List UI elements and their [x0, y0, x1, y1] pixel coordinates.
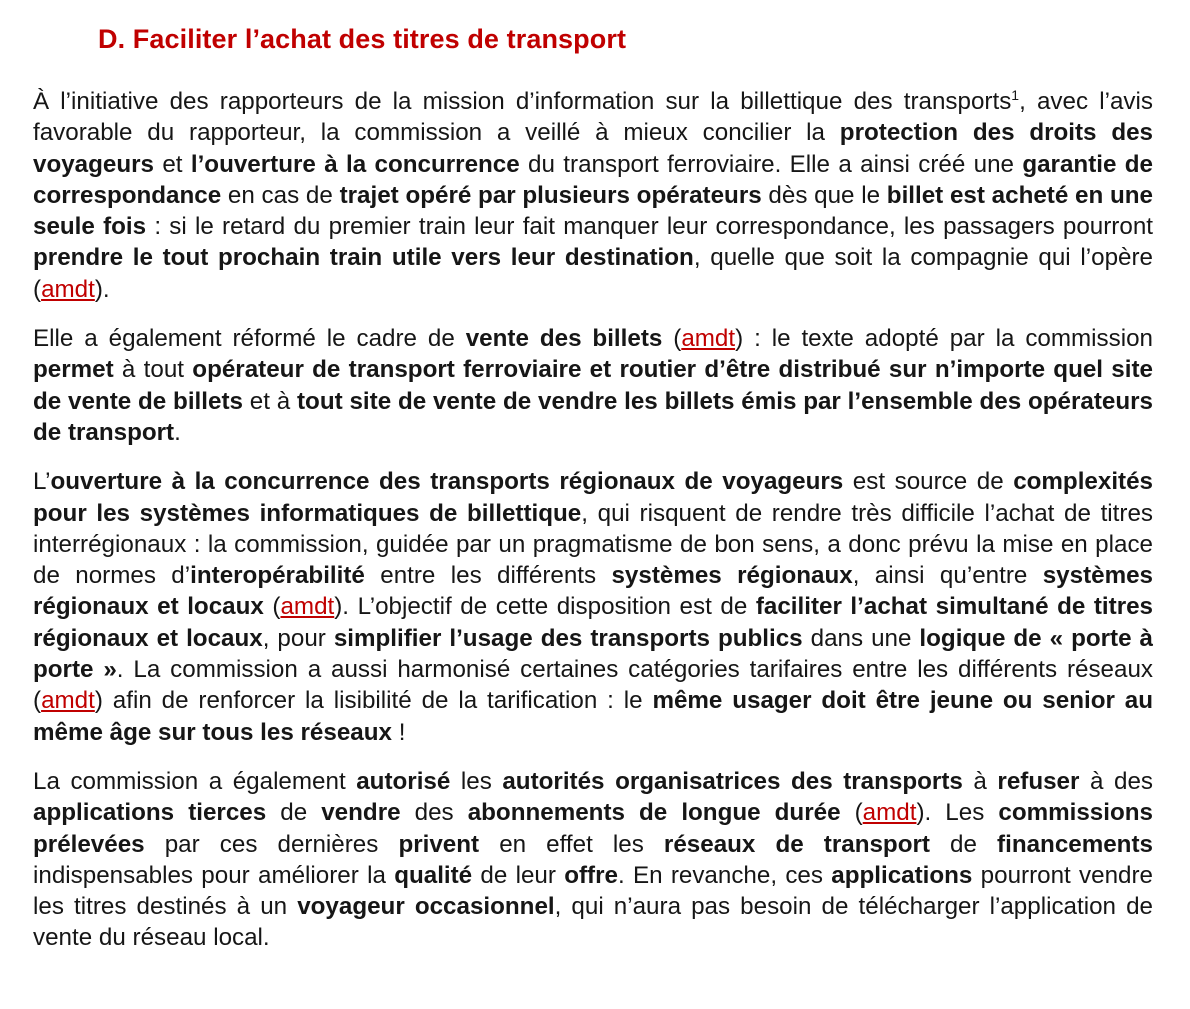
bold-text: privent [398, 830, 480, 858]
text: L’ [33, 468, 51, 496]
bold-text: ouverture à la concurrence des transports régionaux de voyageurs [50, 468, 844, 496]
bold-text: réseaux de transport [663, 830, 930, 858]
paragraph [33, 766, 1153, 954]
bold-text: garantie de correspondance [33, 150, 1153, 209]
text: , avec l’avis favorable du rapporteur, la commission a veillé à mieux concilier la [33, 88, 1153, 147]
text: en cas de [221, 181, 340, 209]
bold-text: refuser [997, 767, 1080, 795]
text: . [174, 418, 181, 446]
text: indispensables pour améliorer la [33, 861, 395, 889]
text: ( [263, 593, 281, 621]
text: Elle a également réformé le cadre de [33, 325, 466, 353]
text: entre les différents [364, 562, 612, 590]
text: à [962, 767, 998, 795]
text: et [154, 150, 191, 178]
text: La commission a également [33, 767, 357, 795]
bold-text: billet est acheté en une seule fois [33, 181, 1153, 241]
text: ). [94, 275, 110, 303]
text: dès que le [761, 181, 887, 209]
bold-text: opérateur de transport ferroviaire et routier d’être distribué sur n’importe quel site de vente de billets [33, 356, 1153, 415]
text: pourront vendre les titres destinés à un [33, 861, 1153, 921]
text: de [266, 799, 322, 827]
text: , qui n’aura pas besoin de télécharger l’application de vente du réseau local. [33, 893, 1153, 952]
text: . La commission a aussi harmonisé certaines catégories tarifaires entre les différents réseaux ( [33, 656, 1153, 715]
bold-text: applications [831, 861, 973, 889]
text: : si le retard du premier train leur fait manquer leur correspondance, les passagers pourront [146, 213, 1153, 241]
text: , quelle que soit la compagnie qui l’opère ( [33, 244, 1153, 303]
amendment-link[interactable]: amdt [41, 275, 95, 303]
text: , qui risquent de rendre très difficile l’achat de titres interrégionaux : la commission, guidée par un pragmatisme de bon sens, a donc prévu la mise en place de normes d’ [33, 499, 1153, 590]
text: de [929, 830, 998, 858]
bold-text: complexités pour les systèmes informatiques de billettique [33, 468, 1153, 527]
bold-text: applications tierces [33, 799, 267, 827]
bold-text: vente des billets [465, 325, 663, 353]
bold-text: systèmes régionaux et locaux [33, 562, 1153, 621]
bold-text: vendre [321, 799, 401, 827]
bold-text: simplifier l’usage des transports publics [333, 624, 803, 652]
bold-text: protection des droits des voyageurs [33, 119, 1153, 178]
bold-text: qualité [394, 861, 473, 889]
amendment-link[interactable]: amdt [862, 799, 917, 827]
paragraph [33, 323, 1153, 448]
bold-text: interopérabilité [190, 562, 365, 590]
text: ). Les [916, 799, 999, 827]
bold-text: même usager doit être jeune ou senior au même âge sur tous les réseaux [33, 687, 1153, 746]
bold-text: offre [564, 861, 618, 889]
amendment-link[interactable]: amdt [280, 593, 335, 621]
text: du transport ferroviaire. Elle a ainsi créé une [519, 150, 1023, 178]
bold-text: faciliter l’achat simultané de titres régionaux et locaux [33, 593, 1154, 652]
text: en effet les [479, 830, 664, 858]
text: ) : le texte adopté par la commission [735, 325, 1153, 353]
text: dans une [802, 624, 920, 652]
bold-text: tout site de vente de vendre les billets émis par l’ensemble des opérateurs de transport [33, 387, 1153, 446]
bold-text: financements [997, 830, 1153, 858]
text: ). L’objectif de cette disposition est de [334, 593, 756, 621]
bold-text: trajet opéré par plusieurs opérateurs [339, 181, 762, 209]
text: des [400, 799, 468, 827]
text: les [450, 767, 503, 795]
text: à tout [113, 356, 193, 384]
paragraph [33, 466, 1153, 748]
bold-text: commissions prélevées [33, 799, 1153, 858]
text: , pour [262, 624, 334, 652]
text: est source de [843, 468, 1014, 496]
paragraph [33, 86, 1153, 305]
section-heading: D. Faciliter l’achat des titres de transport [98, 24, 627, 54]
bold-text: abonnements de longue durée [467, 799, 841, 827]
document-body [33, 86, 1153, 972]
text: ) afin de renforcer la lisibilité de la tarification : le [94, 687, 653, 715]
footnote-reference: 1 [1011, 86, 1020, 103]
bold-text: autorisé [356, 767, 451, 795]
text: , ainsi qu’entre [852, 562, 1043, 590]
bold-text: voyageur occasionnel [297, 893, 555, 921]
amendment-link[interactable]: amdt [681, 325, 736, 353]
text: ( [840, 799, 863, 827]
text: À l’initiative des rapporteurs de la mission d’information sur la billettique des transports [33, 88, 1012, 115]
text: de leur [472, 861, 565, 889]
text: par ces dernières [144, 830, 399, 858]
text: à des [1079, 767, 1153, 795]
bold-text: systèmes régionaux [611, 562, 853, 590]
bold-text: l’ouverture à la concurrence [190, 150, 520, 178]
text: ( [662, 325, 682, 353]
bold-text: logique de « porte à porte » [33, 624, 1153, 684]
text: ! [391, 718, 406, 746]
bold-text: prendre le tout prochain train utile vers leur destination [33, 244, 694, 272]
bold-text: permet [33, 356, 114, 384]
amendment-link[interactable]: amdt [41, 687, 95, 715]
text: . En revanche, ces [617, 861, 832, 889]
bold-text: autorités organisatrices des transports [502, 767, 963, 795]
text: et à [242, 387, 297, 415]
